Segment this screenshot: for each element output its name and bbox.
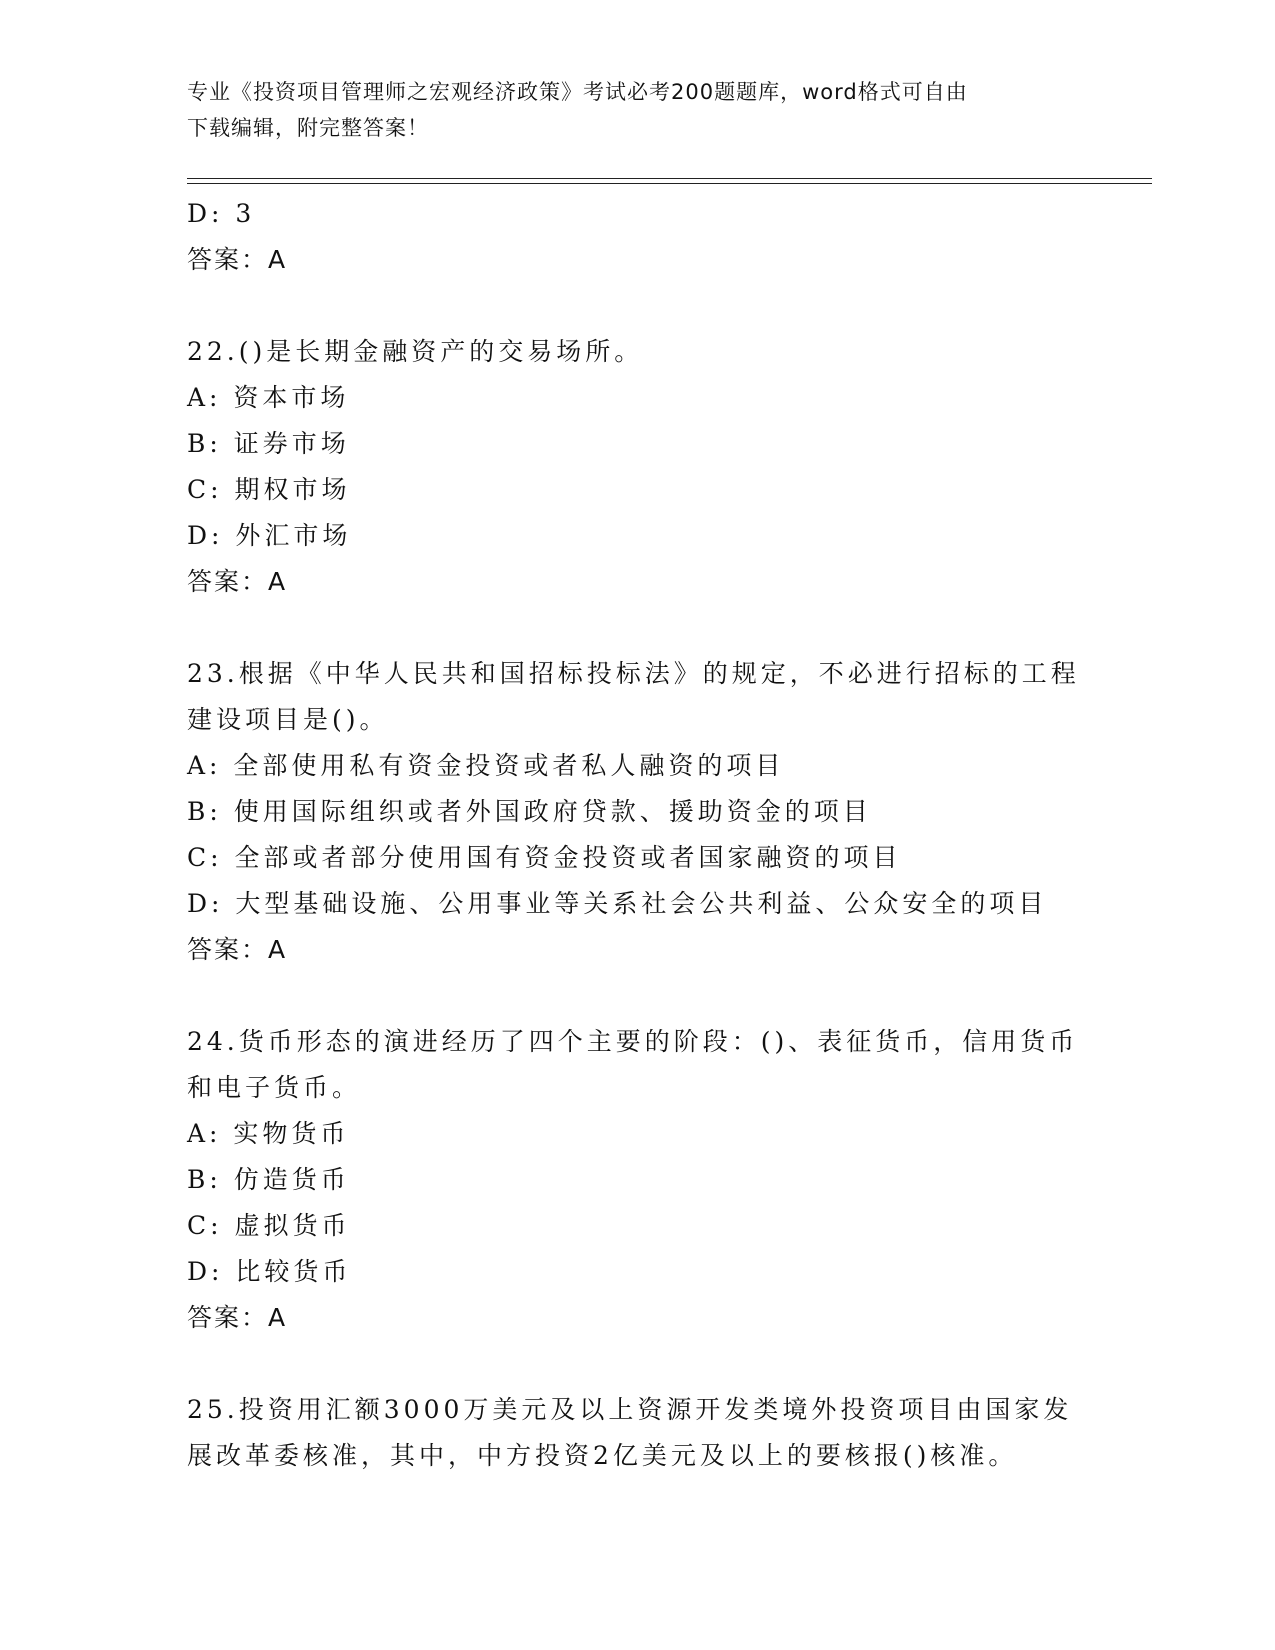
option-a: A: 全部使用私有资金投资或者私人融资的项目 <box>187 751 785 780</box>
option-b: B: 使用国际组织或者外国政府贷款、援助资金的项目 <box>187 797 872 826</box>
question-content <box>187 191 1087 1479</box>
question-24 <box>187 1019 1087 1341</box>
header-line-1: 专业《投资项目管理师之宏观经济政策》考试必考200题题库，word格式可自由 <box>187 80 968 104</box>
header-line-2: 下载编辑，附完整答案！ <box>187 116 429 140</box>
answer: 答案：A <box>187 1303 288 1332</box>
question-text: 和电子货币。 <box>187 1073 362 1102</box>
option-a: A: 实物货币 <box>187 1119 350 1148</box>
question-text: 展改革委核准，其中，中方投资2亿美元及以上的要核报()核准。 <box>187 1441 1018 1470</box>
header-rule-bottom <box>187 183 1152 184</box>
option-b: B: 仿造货币 <box>187 1165 350 1194</box>
prev-answer: 答案：A <box>187 245 288 274</box>
option-c: C: 虚拟货币 <box>187 1211 351 1240</box>
answer: 答案：A <box>187 567 288 596</box>
header-rule-top <box>187 178 1152 179</box>
question-25 <box>187 1387 1087 1479</box>
option-c: C: 期权市场 <box>187 475 351 504</box>
question-text: 25.投资用汇额3000万美元及以上资源开发类境外投资项目由国家发 <box>187 1395 1073 1424</box>
option-c: C: 全部或者部分使用国有资金投资或者国家融资的项目 <box>187 843 902 872</box>
question-text: 22.()是长期金融资产的交易场所。 <box>187 337 644 366</box>
question-22 <box>187 329 1087 605</box>
prev-option-d: D: 3 <box>187 199 256 228</box>
question-text: 23.根据《中华人民共和国招标投标法》的规定，不必进行招标的工程 <box>187 659 1080 688</box>
question-23 <box>187 651 1087 973</box>
document-header <box>187 74 1087 146</box>
option-b: B: 证券市场 <box>187 429 350 458</box>
option-a: A: 资本市场 <box>187 383 350 412</box>
question-text: 24.货币形态的演进经历了四个主要的阶段：()、表征货币，信用货币 <box>187 1027 1079 1056</box>
question-text: 建设项目是()。 <box>187 705 389 734</box>
option-d: D: 外汇市场 <box>187 521 352 550</box>
option-d: D: 大型基础设施、公用事业等关系社会公共利益、公众安全的项目 <box>187 889 1048 918</box>
answer: 答案：A <box>187 935 288 964</box>
option-d: D: 比较货币 <box>187 1257 352 1286</box>
